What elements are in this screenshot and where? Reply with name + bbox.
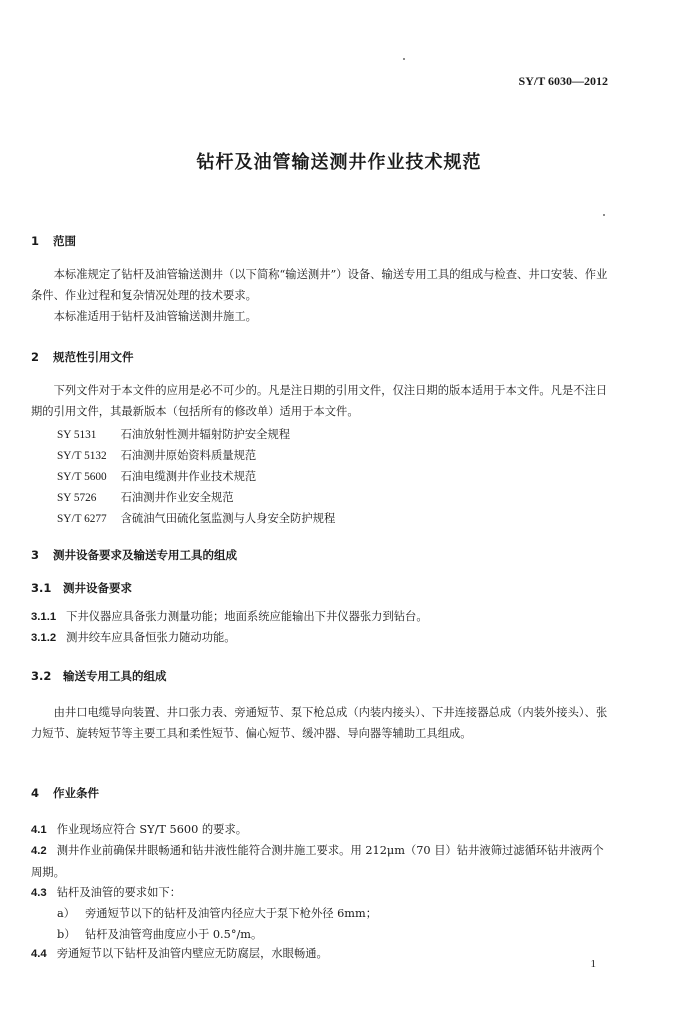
paragraph: 下列文件对于本文件的应用是必不可少的。凡是注日期的引用文件，仅注日期的版本适用于本文件。凡是不注日期的引用文件，其最新版本（包括所有的修改单）适用于本文件。 (31, 384, 608, 418)
scan-speck (603, 214, 605, 216)
reference-title: 石油电缆测井作业技术规范 (120, 470, 257, 483)
section-number: 3 (31, 548, 40, 562)
reference-item (57, 510, 335, 526)
reference-code: SY/T 5132 (57, 450, 107, 462)
paragraph: 本标准适用于钻杆及油管输送测井施工。 (53, 310, 257, 323)
list-item-b (57, 926, 262, 942)
list-item-a (57, 905, 377, 921)
reference-code: SY/T 6277 (57, 513, 107, 525)
reference-code: SY/T 5600 (57, 471, 107, 483)
clause-3-1-1 (31, 606, 609, 628)
subsection-title: 测井设备要求 (63, 581, 132, 595)
reference-title: 石油放射性测井辐射防护安全规程 (120, 428, 291, 441)
subsection-number: 3.2 (31, 669, 52, 683)
reference-title: 石油测井作业安全规范 (120, 491, 234, 504)
clause-number: 4.2 (31, 845, 47, 857)
reference-item (57, 447, 256, 463)
subsection-number: 3.1 (31, 581, 52, 595)
section-heading-4 (31, 785, 99, 801)
list-text: 钻杆及油管弯曲度应小于 0.5°/m。 (85, 928, 263, 941)
clause-text: 下井仪器应具备张力测量功能；地面系统应能输出下井仪器张力到钻台。 (66, 610, 428, 623)
clause-4-3 (31, 882, 609, 904)
section-title: 作业条件 (53, 786, 99, 800)
reference-title: 石油测井原始资料质量规范 (120, 449, 257, 462)
page-number: 1 (590, 958, 596, 970)
section-title: 测井设备要求及输送专用工具的组成 (53, 548, 237, 562)
clause-4-1 (31, 819, 609, 841)
clause-text: 测井作业前确保井眼畅通和钻井液性能符合测井施工要求。用 212μm（70 目）钻井液筛过滤循环钻井液两个周期。 (31, 844, 604, 879)
clause-text: 旁通短节以下钻杆及油管内壁应无防腐层，水眼畅通。 (56, 947, 328, 960)
clause-text: 作业现场应符合 SY/T 5600 的要求。 (56, 823, 248, 836)
section-title: 规范性引用文件 (53, 350, 134, 364)
subsection-heading-3-1 (31, 580, 132, 596)
section-title: 范围 (53, 234, 76, 248)
clause-number: 4.1 (31, 824, 47, 836)
reference-item (57, 426, 290, 442)
reference-code: SY 5131 (57, 429, 97, 441)
list-marker: a） (57, 907, 76, 920)
paragraph: 由井口电缆导向装置、井口张力表、旁通短节、泵下枪总成（内装内接头）、下井连接器总成（内装外接头）、张力短节、旋转短节等主要工具和柔性短节、偏心短节、缓冲器、导向器等辅助工具组成。 (31, 706, 608, 740)
standard-code: SY/T 6030—2012 (518, 74, 608, 88)
reference-code: SY 5726 (57, 492, 97, 504)
reference-item (57, 468, 256, 484)
section-number: 4 (31, 786, 40, 800)
scan-speck (403, 58, 405, 60)
list-text: 旁通短节以下的钻杆及油管内径应大于泵下枪外径 6mm； (85, 907, 378, 920)
reference-item (57, 489, 234, 505)
paragraph: 本标准规定了钻杆及油管输送测井（以下简称“输送测井”）设备、输送专用工具的组成与检查、井口安装、作业条件、作业过程和复杂情况处理的技术要求。 (31, 268, 608, 302)
section-number: 2 (31, 350, 40, 364)
clause-3-1-2 (31, 627, 609, 649)
clause-number: 4.3 (31, 887, 47, 899)
reference-title: 含硫油气田硫化氢监测与人身安全防护规程 (120, 512, 336, 525)
clause-text: 测井绞车应具备恒张力随动功能。 (66, 631, 236, 644)
clause-number: 3.1.1 (31, 611, 57, 623)
clause-number: 3.1.2 (31, 632, 57, 644)
list-marker: b） (57, 928, 76, 941)
clause-number: 4.4 (31, 948, 47, 960)
section-number: 1 (31, 234, 40, 248)
document-title: 钻杆及油管输送测井作业技术规范 (196, 152, 482, 173)
subsection-title: 输送专用工具的组成 (63, 669, 167, 683)
section-heading-3 (31, 547, 237, 563)
section-heading-2 (31, 349, 134, 365)
clause-4-4 (31, 943, 609, 965)
subsection-heading-3-2 (31, 668, 167, 684)
clause-text: 钻杆及油管的要求如下： (56, 886, 181, 899)
clause-4-2 (31, 840, 609, 883)
section-heading-1 (31, 233, 76, 249)
